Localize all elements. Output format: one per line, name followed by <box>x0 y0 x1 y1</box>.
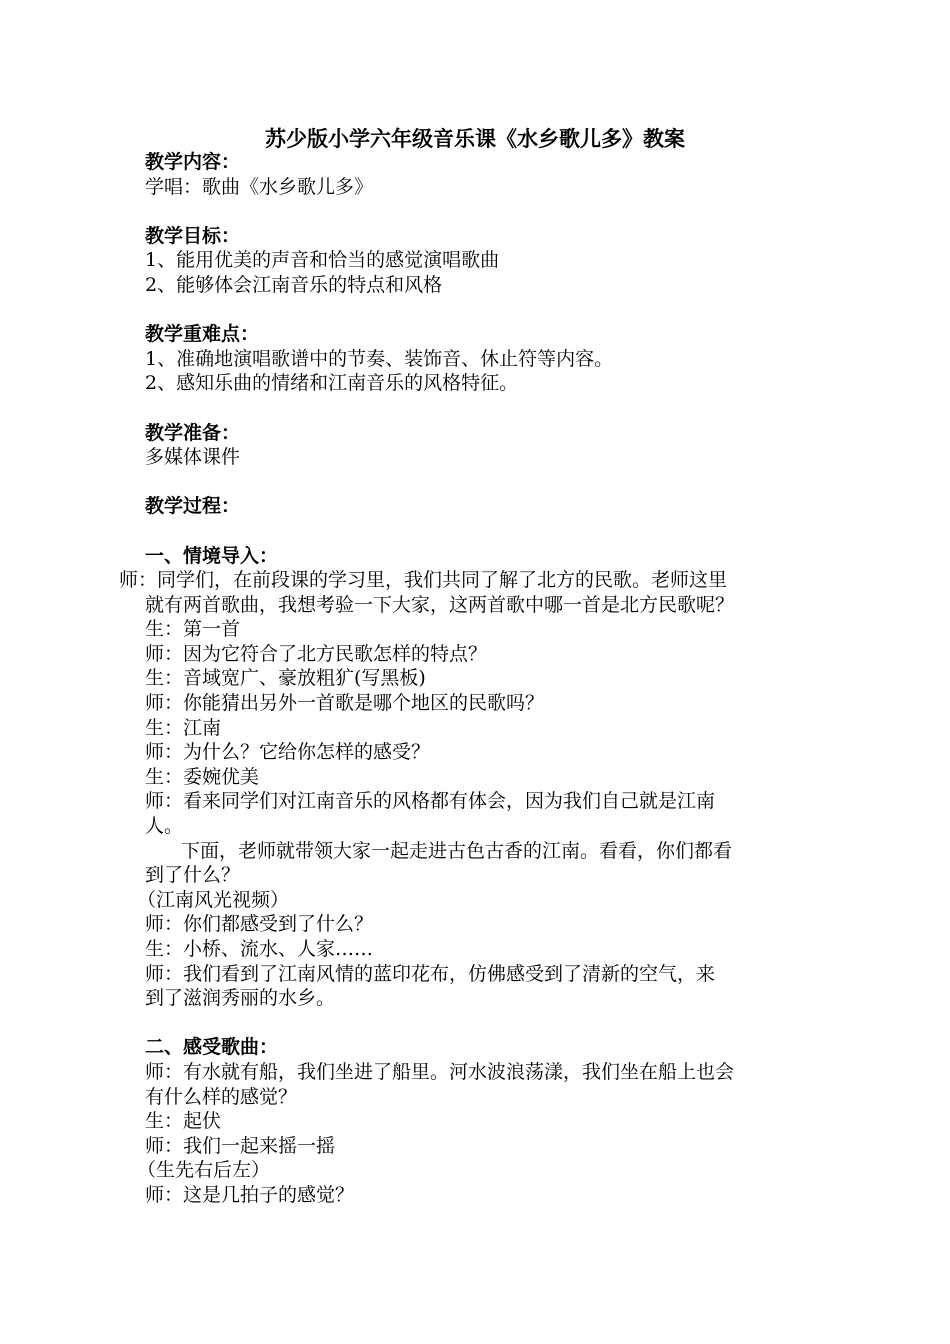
section-heading-process: 教学过程： <box>145 495 241 518</box>
dialogue-line: 生：委婉优美 <box>145 765 260 788</box>
blank-line <box>145 1011 825 1036</box>
blank-line <box>145 396 825 421</box>
preparation-line: 多媒体课件 <box>145 446 241 469</box>
dialogue-line: 生：小桥、流水、人家…… <box>145 938 374 960</box>
dialogue-line: 生：音域宽广、豪放粗犷(写黑板) <box>145 667 426 690</box>
content-line: 学唱：歌曲《水乡歌儿多》 <box>145 175 374 198</box>
dialogue-line: 师：你们都感受到了什么？ <box>145 913 374 936</box>
dialogue-line: 生：第一首 <box>145 618 241 641</box>
document-body <box>119 150 825 1208</box>
dialogue-line: 师：同学们，在前段课的学习里，我们共同了解了北方的民歌。老师这里 <box>119 569 728 592</box>
goal-line: 2、能够体会江南音乐的特点和风格 <box>145 273 443 296</box>
section-heading-part1: 一、情境导入： <box>145 544 279 567</box>
dialogue-line: 师：因为它符合了北方民歌怎样的特点？ <box>145 642 488 665</box>
blank-line <box>145 298 825 323</box>
dialogue-line: 师：我们一起来摇一摇 <box>145 1134 336 1157</box>
section-heading-key-points: 教学重难点： <box>145 323 260 346</box>
goal-line: 1、能用优美的声音和恰当的感觉演唱歌曲 <box>145 249 500 272</box>
dialogue-line: 师：我们看到了江南风情的蓝印花布，仿佛感受到了清新的空气，来 <box>145 962 716 985</box>
dialogue-line: 师：看来同学们对江南音乐的风格都有体会，因为我们自己就是江南 <box>145 790 716 813</box>
dialogue-line: 有什么样的感觉？ <box>145 1085 298 1108</box>
section-heading-preparation: 教学准备： <box>145 421 241 444</box>
dialogue-line: 师：这是几拍子的感觉？ <box>145 1183 355 1206</box>
blank-line <box>145 470 825 495</box>
dialogue-line: 师：你能猜出另外一首歌是哪个地区的民歌吗？ <box>145 692 545 715</box>
key-point-line: 1、准确地演唱歌谱中的节奏、装饰音、休止符等内容。 <box>145 347 614 370</box>
stage-direction: （生先右后左） <box>137 1159 271 1182</box>
blank-line <box>145 199 825 224</box>
section-heading-content: 教学内容： <box>145 151 241 173</box>
dialogue-line: 师：有水就有船，我们坐进了船里。河水波浪荡漾，我们坐在船上也会 <box>145 1060 735 1083</box>
stage-direction: （江南风光视频） <box>137 888 290 911</box>
dialogue-line: 到了滋润秀丽的水乡。 <box>145 987 336 1010</box>
key-point-line: 2、感知乐曲的情绪和江南音乐的风格特征。 <box>145 372 519 395</box>
blank-line <box>145 519 825 544</box>
dialogue-line: 下面，老师就带领大家一起走进古色古香的江南。看看，你们都看 <box>181 839 733 862</box>
dialogue-line: 就有两首歌曲，我想考验一下大家，这两首歌中哪一首是北方民歌呢？ <box>145 593 735 616</box>
section-heading-goals: 教学目标： <box>145 224 241 247</box>
dialogue-line: 生：起伏 <box>145 1110 222 1133</box>
document-title: 苏少版小学六年级音乐课《水乡歌儿多》教案 <box>265 126 685 151</box>
dialogue-line: 师：为什么？它给你怎样的感受？ <box>145 741 431 764</box>
dialogue-line: 人。 <box>145 815 184 838</box>
dialogue-line: 到了什么？ <box>145 864 241 887</box>
section-heading-part2: 二、感受歌曲： <box>145 1036 279 1059</box>
dialogue-line: 生：江南 <box>145 716 222 739</box>
